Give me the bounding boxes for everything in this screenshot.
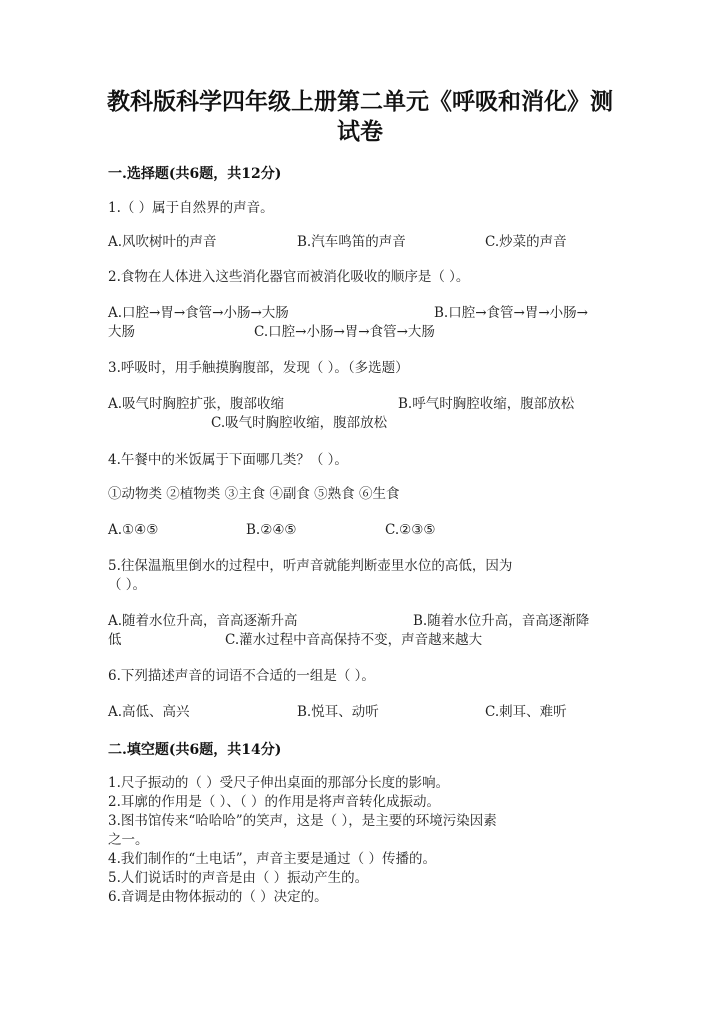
q4-choices: ①动物类 ②植物类 ③主食 ④副食 ⑤熟食 ⑥生食: [108, 486, 400, 502]
q4-option-b: B.②④⑤: [246, 522, 297, 538]
q6-stem: 6.下列描述声音的词语不合适的一组是（ ）。: [108, 668, 375, 684]
q5-option-c: C.灌水过程中音高保持不变，声音越来越大: [225, 632, 483, 648]
q5-option-a: A.随着水位升高，音高逐渐升高: [108, 613, 298, 629]
q6-option-a: A.高低、高兴: [108, 704, 190, 720]
q3-option-a: A.吸气时胸腔扩张，腹部收缩: [108, 396, 285, 412]
q4-option-c: C.②③⑤: [385, 522, 436, 538]
q2-option-c: C.口腔→小肠→胃→食管→大肠: [254, 324, 435, 340]
q2-option-b: B.口腔→食管→胃→小肠→: [434, 305, 588, 321]
q1-stem: 1.（ ）属于自然界的声音。: [108, 200, 274, 216]
section1-heading: 一.选择题(共6题，共12分): [108, 166, 282, 182]
q1-option-c: C.炒菜的声音: [485, 234, 567, 250]
q1-option-b: B.汽车鸣笛的声音: [297, 234, 406, 250]
fill-item-1: 1.尺子振动的（ ）受尺子伸出桌面的那部分长度的影响。: [108, 775, 450, 791]
q1-option-a: A.风吹树叶的声音: [108, 234, 217, 250]
q2-option-a: A.口腔→胃→食管→小肠→大肠: [108, 305, 289, 321]
q5-option-b-cont: 低: [108, 632, 122, 648]
q3-option-c: C.吸气时胸腔收缩，腹部放松: [211, 415, 388, 431]
q4-option-a: A.①④⑤: [108, 522, 159, 538]
q5-stem-cont: （ ）。: [108, 577, 147, 593]
q2-option-b-cont: 大肠: [108, 324, 135, 340]
exam-title-line2: 试卷: [337, 118, 383, 145]
fill-item-2: 2.耳廓的作用是（ ）、（ ）的作用是将声音转化成振动。: [108, 794, 440, 810]
fill-item-6: 6.音调是由物体振动的（ ）决定的。: [108, 889, 328, 905]
fill-item-5: 5.人们说话时的声音是由（ ）振动产生的。: [108, 870, 369, 886]
q4-stem: 4.午餐中的米饭属于下面哪几类？（ ）。: [108, 452, 348, 468]
section2-heading: 二.填空题(共6题，共14分): [108, 742, 282, 758]
q5-option-b: B.随着水位升高，音高逐渐降: [413, 613, 590, 629]
fill-item-4: 4.我们制作的“土电话”，声音主要是通过（ ）传播的。: [108, 851, 436, 867]
q3-stem: 3.呼吸时，用手触摸胸腹部，发现（ ）。（多选题）: [108, 360, 409, 376]
q6-option-b: B.悦耳、动听: [297, 704, 379, 720]
fill-item-3: 3.图书馆传来“哈哈哈”的笑声，这是（ ），是主要的环境污染因素: [108, 813, 497, 829]
q6-option-c: C.刺耳、难听: [485, 704, 567, 720]
fill-item-3-cont: 之一。: [108, 832, 149, 848]
q2-stem: 2.食物在人体进入这些消化器官而被消化吸收的顺序是（ ）。: [108, 269, 470, 285]
q5-stem: 5.往保温瓶里倒水的过程中，听声音就能判断壶里水位的高低，因为: [108, 558, 513, 574]
q3-option-b: B.呼气时胸腔收缩，腹部放松: [398, 396, 575, 412]
exam-title-line1: 教科版科学四年级上册第二单元《呼吸和消化》测: [107, 88, 613, 115]
